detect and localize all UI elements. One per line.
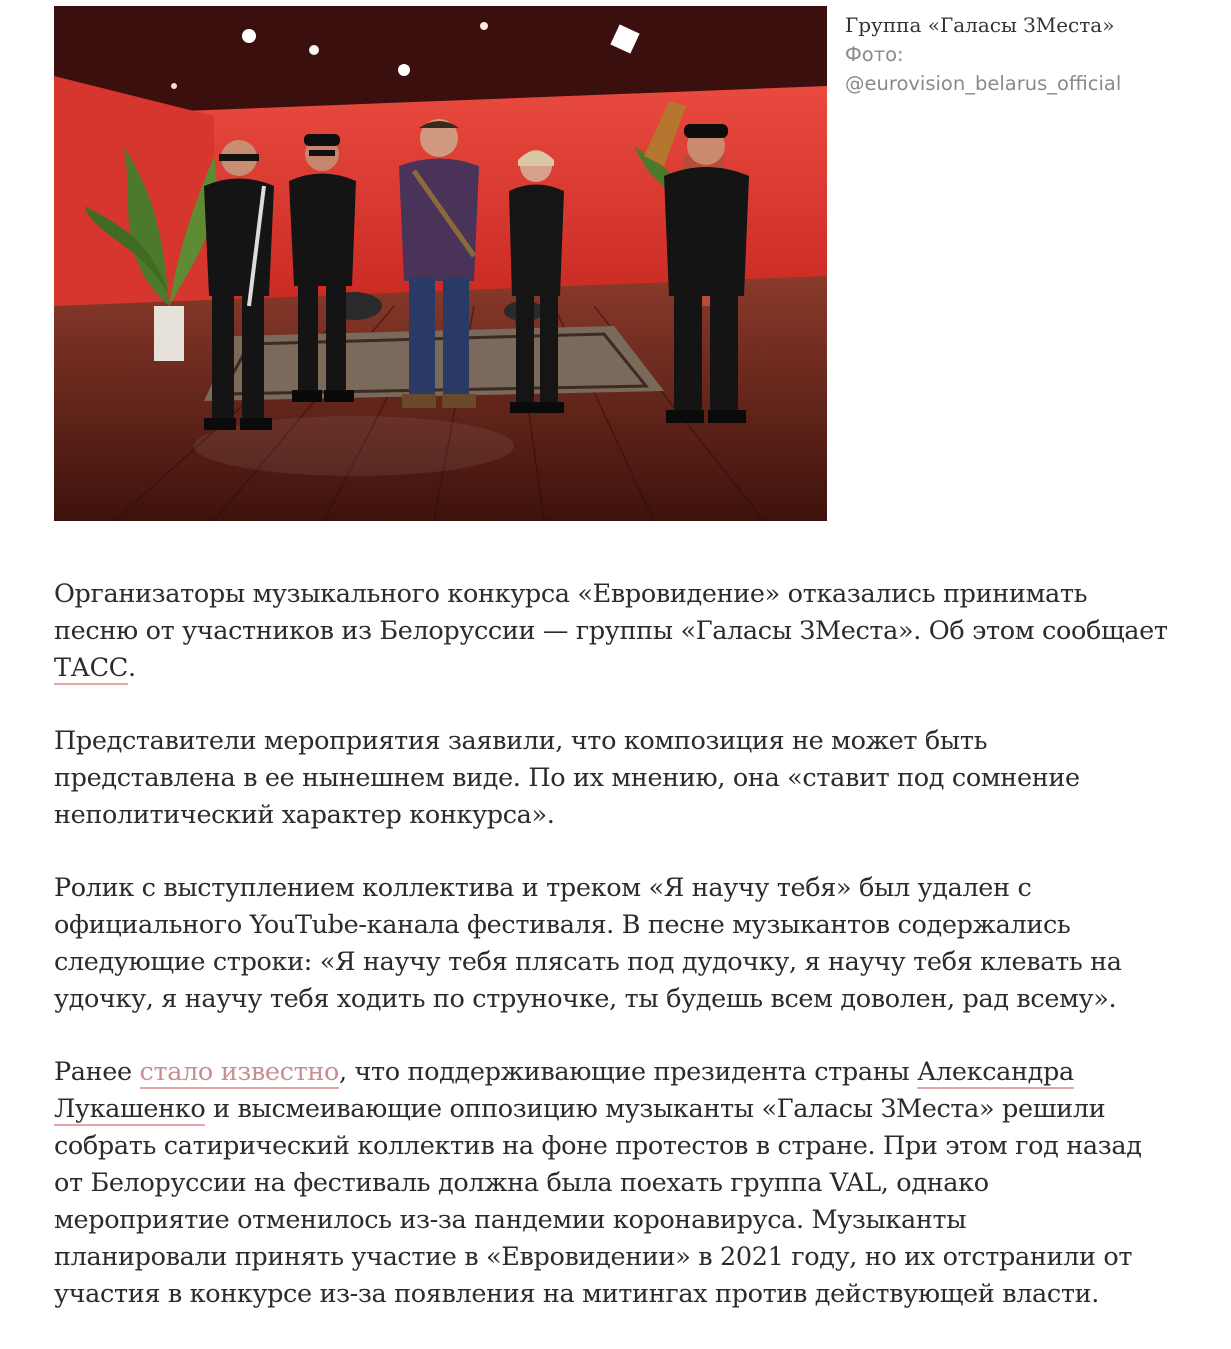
- paragraph-3-line-4: удочку, я научу тебя ходить по струночке, ты будешь всем доволен, рад всему».: [54, 984, 1117, 1014]
- paragraph-2-line-1: Представители мероприятия заявили, что композиция не может быть: [54, 726, 988, 756]
- paragraph-4-line-1: [54, 1054, 1194, 1091]
- paragraph-4-line-5: мероприятие отменилось из-за пандемии коронавируса. Музыканты: [54, 1205, 967, 1235]
- became-known-link[interactable]: стало известно: [139, 1057, 339, 1087]
- paragraph-2: [54, 723, 1194, 834]
- paragraph-4-line-6: планировали принять участие в «Евровидении» в 2021 году, но их отстранили от: [54, 1242, 1133, 1272]
- paragraph-4-mid: , что поддерживающие президента страны: [338, 1057, 918, 1087]
- tass-link[interactable]: ТАСС: [54, 653, 128, 683]
- article-body: [54, 576, 1194, 1349]
- photo-caption: [845, 10, 1175, 98]
- paragraph-4-rest: и высмеивающие оппозицию музыканты «Галасы ЗМеста» решили: [205, 1094, 1106, 1124]
- lukashenko-link-part-2[interactable]: Лукашенко: [54, 1094, 206, 1124]
- caption-credit-label: Фото:: [845, 43, 904, 66]
- paragraph-4: [54, 1054, 1194, 1313]
- caption-credit-source: @eurovision_belarus_official: [845, 72, 1122, 95]
- paragraph-4-line-3: собрать сатирический коллектив на фоне протестов в стране. При этом год назад: [54, 1131, 1142, 1161]
- paragraph-4-start: Ранее: [54, 1057, 140, 1087]
- paragraph-2-line-3: неполитический характер конкурса».: [54, 800, 555, 830]
- caption-title: Группа «Галасы ЗМеста»: [845, 13, 1115, 37]
- paragraph-4-line-4: от Белоруссии на фестиваль должна была поехать группа VAL, однако: [54, 1168, 989, 1198]
- band-photo: [54, 6, 827, 521]
- paragraph-1-line-1: Организаторы музыкального конкурса «Евровидение» отказались принимать: [54, 579, 1088, 609]
- paragraph-1: [54, 576, 1194, 687]
- paragraph-3: [54, 870, 1194, 1018]
- article-figure: [54, 6, 1231, 522]
- paragraph-4-line-2: [54, 1091, 1194, 1128]
- paragraph-1-line-3: [54, 650, 1194, 687]
- paragraph-1-line-2: песню от участников из Белоруссии — группы «Галасы ЗМеста». Об этом сообщает: [54, 616, 1168, 646]
- lukashenko-link-part-1[interactable]: Александра: [917, 1057, 1074, 1087]
- paragraph-4-line-7: участия в конкурсе из-за появления на митингах против действующей власти.: [54, 1279, 1099, 1309]
- paragraph-3-line-3: следующие строки: «Я научу тебя плясать под дудочку, я научу тебя клевать на: [54, 947, 1122, 977]
- paragraph-3-line-2: официального YouTube-канала фестиваля. В песне музыкантов содержались: [54, 910, 1071, 940]
- paragraph-1-period: .: [127, 653, 136, 683]
- paragraph-2-line-2: представлена в ее нынешнем виде. По их мнению, она «ставит под сомнение: [54, 763, 1080, 793]
- paragraph-3-line-1: Ролик с выступлением коллектива и треком «Я научу тебя» был удален с: [54, 873, 1032, 903]
- band-photo-illustration: [54, 6, 827, 521]
